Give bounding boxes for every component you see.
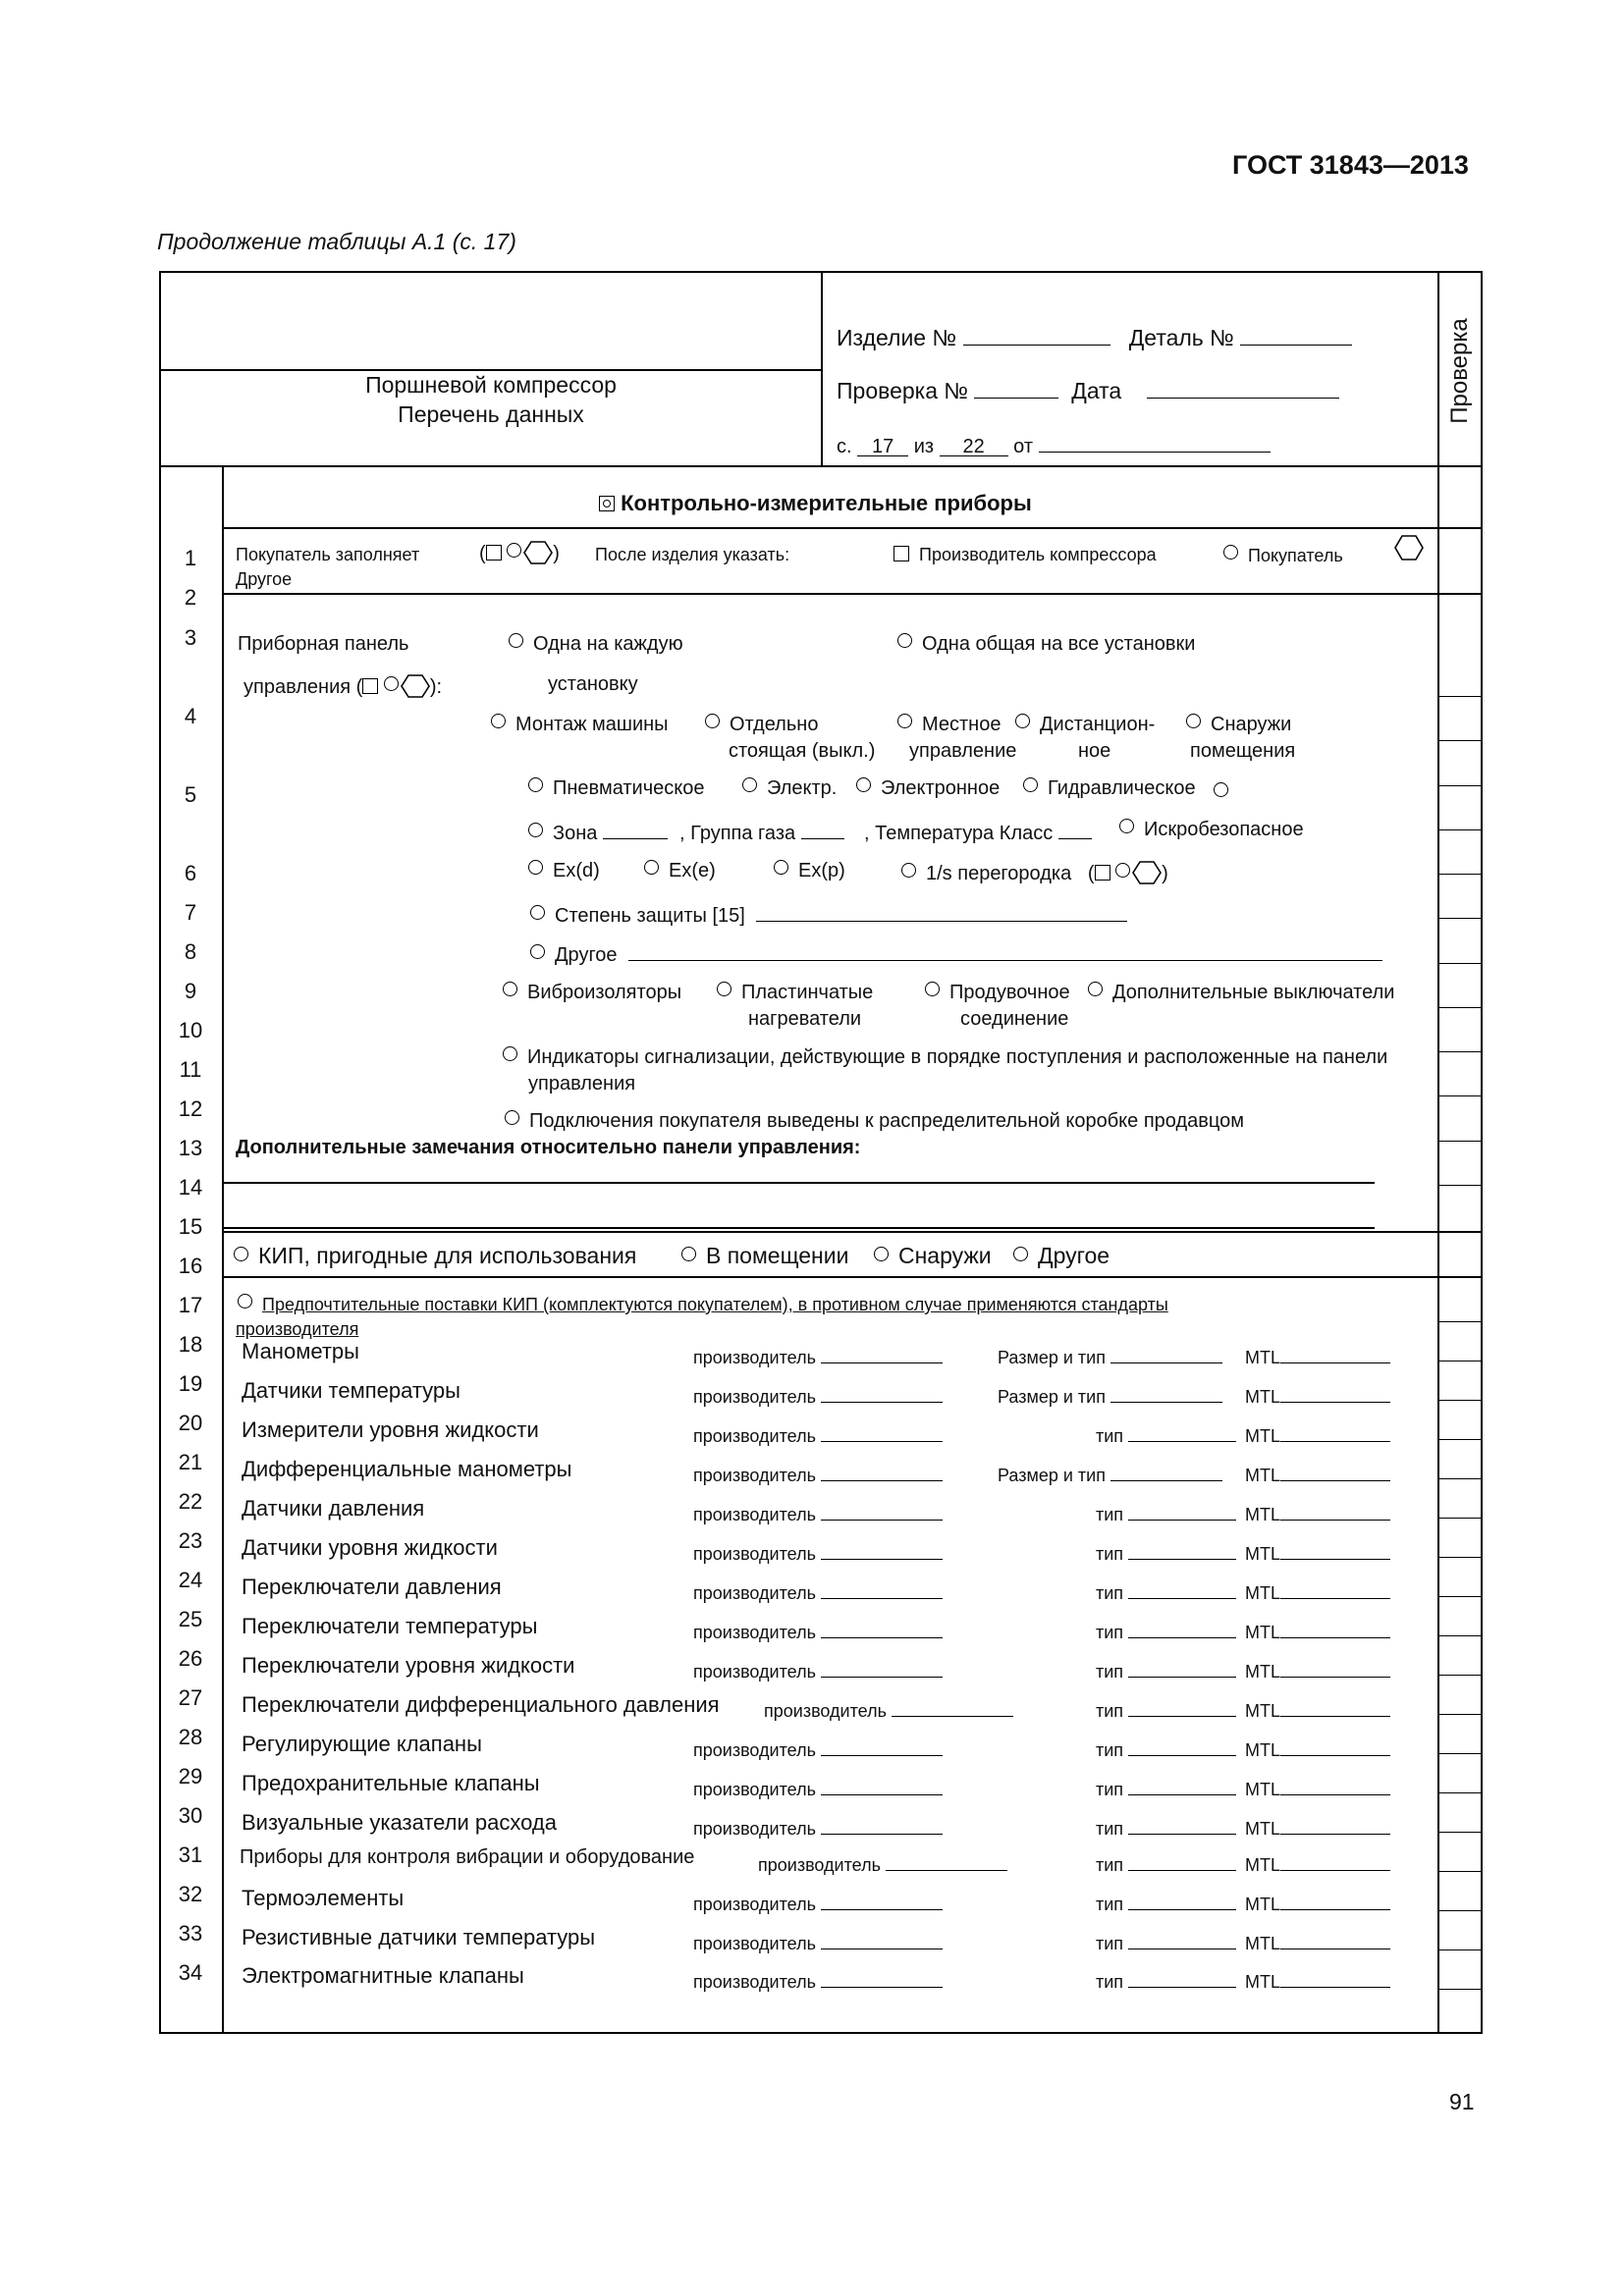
row-number: 6 — [184, 861, 197, 885]
mtl-field[interactable]: MTL — [1245, 1382, 1390, 1408]
proverka-field[interactable] — [837, 378, 1339, 404]
opt-preferred-supplies[interactable]: Предпочтительные поставки КИП (комплектуются покупателем), в противном случае применяются стандарты — [238, 1294, 1168, 1315]
type-field[interactable]: тип — [1096, 1578, 1236, 1604]
mtl-field[interactable]: MTL — [1245, 1618, 1390, 1643]
protection-field[interactable]: Степень защиты [15] — [530, 901, 1127, 928]
date-label: Дата — [1071, 378, 1122, 403]
panel-other-field[interactable]: Другое — [530, 940, 1382, 967]
radio-icon — [503, 1046, 517, 1061]
row-number: 33 — [178, 1921, 203, 1946]
manufacturer-field[interactable]: производитель — [693, 1735, 943, 1761]
radio-icon — [1015, 714, 1030, 728]
manufacturer-field[interactable]: производитель — [764, 1696, 1013, 1722]
page-total[interactable]: 22 — [940, 436, 1008, 456]
radio-icon — [491, 714, 506, 728]
after-product-label: После изделия указать: — [595, 545, 790, 564]
type-field[interactable]: тип — [1096, 1775, 1236, 1800]
type-field[interactable]: тип — [1096, 1967, 1236, 1993]
preferred-line2: производителя — [236, 1319, 359, 1339]
mtl-field[interactable]: MTL — [1245, 1500, 1390, 1525]
opt-purge[interactable]: Продувочное — [925, 982, 1070, 1004]
instrument-name: Регулирующие клапаны — [242, 1732, 482, 1756]
radio-icon — [528, 860, 543, 875]
radio-icon — [644, 860, 659, 875]
radio-icon — [1013, 1247, 1028, 1261]
row-number: 15 — [178, 1214, 203, 1239]
radio-icon — [503, 982, 517, 996]
manufacturer-field[interactable]: производитель — [693, 1890, 943, 1915]
opt-indicators[interactable]: Индикаторы сигнализации, действующие в порядке поступления и расположенные на панели — [503, 1046, 1387, 1069]
row-number: 12 — [178, 1096, 203, 1121]
row-number: 20 — [178, 1411, 203, 1435]
opt-purge-line2: соединение — [960, 1008, 1069, 1030]
opt-local-line2: управление — [909, 740, 1017, 762]
row-number: 5 — [184, 782, 197, 807]
radio-icon — [505, 1110, 519, 1125]
section-title: Контрольно-измерительные приборы — [599, 491, 1032, 516]
opt-remote[interactable]: Дистанцион- — [1015, 714, 1155, 736]
row-number: 10 — [178, 1018, 203, 1042]
type-field[interactable]: тип — [1096, 1890, 1236, 1915]
radio-icon — [681, 1247, 696, 1261]
opt-pneumatic[interactable]: Пневматическое — [528, 777, 704, 800]
row-number: 30 — [178, 1803, 203, 1828]
radio-icon — [925, 982, 940, 996]
mtl-field[interactable]: MTL — [1245, 1578, 1390, 1604]
type-field[interactable]: тип — [1096, 1850, 1236, 1876]
row-number: 24 — [178, 1568, 203, 1592]
instrument-name: Переключатели дифференциального давления — [242, 1692, 720, 1717]
radio-icon — [509, 633, 523, 648]
row-number: 23 — [178, 1528, 203, 1553]
radio-icon — [774, 860, 788, 875]
instrument-name: Переключатели уровня жидкости — [242, 1653, 575, 1678]
mtl-field[interactable]: MTL — [1245, 1657, 1390, 1682]
opt-outdoor[interactable]: Снаружи — [874, 1243, 992, 1269]
row-number: 26 — [178, 1646, 203, 1671]
radio-icon — [528, 777, 543, 792]
radio-icon — [234, 1247, 248, 1261]
instrument-name: Датчики давления — [242, 1496, 425, 1521]
row-number: 2 — [184, 585, 197, 610]
type-field[interactable]: тип — [1096, 1814, 1236, 1840]
row-number: 19 — [178, 1371, 203, 1396]
row-number: 31 — [178, 1842, 203, 1867]
radio-icon — [856, 777, 871, 792]
instrument-name: Переключатели температуры — [242, 1614, 538, 1638]
radio-icon[interactable] — [1214, 782, 1228, 797]
type-field[interactable]: тип — [1096, 1421, 1236, 1447]
radio-icon — [897, 714, 912, 728]
instrument-name: Резистивные датчики температуры — [242, 1925, 596, 1949]
radio-icon — [530, 905, 545, 920]
type-field[interactable]: тип — [1096, 1539, 1236, 1565]
opt-electronic[interactable]: Электронное — [856, 777, 1000, 800]
row-number: 4 — [184, 704, 197, 728]
type-field[interactable]: тип — [1096, 1657, 1236, 1682]
opt-intrinsic[interactable]: Искробезопасное — [1119, 819, 1304, 841]
opt-partition[interactable]: 1/s перегородка ( ) — [901, 860, 1168, 885]
checkbox-icon — [893, 546, 909, 561]
standard-number: ГОСТ 31843—2013 — [1232, 150, 1469, 180]
row-number: 7 — [184, 900, 197, 925]
hexagon-icon — [401, 673, 430, 699]
radio-icon — [1223, 545, 1238, 560]
opt-local[interactable]: Местное — [897, 714, 1001, 736]
mtl-field[interactable]: MTL — [1245, 1461, 1390, 1486]
instrument-name: Приборы для контроля вибрации и оборудование — [240, 1846, 695, 1868]
opt-exe[interactable]: Ex(e) — [644, 860, 716, 882]
mtl-field[interactable]: MTL — [1245, 1343, 1390, 1368]
row-number: 28 — [178, 1725, 203, 1749]
hexagon-icon — [523, 540, 553, 565]
radio-icon — [1186, 714, 1201, 728]
opt-exd[interactable]: Ex(d) — [528, 860, 600, 882]
manufacturer-field[interactable]: производитель — [693, 1657, 943, 1682]
manufacturer-field[interactable]: производитель — [693, 1382, 943, 1408]
mtl-field[interactable]: MTL — [1245, 1929, 1390, 1954]
row-number: 22 — [178, 1489, 203, 1514]
manufacturer-field[interactable]: производитель — [693, 1775, 943, 1800]
instrument-name: Предохранительные клапаны — [242, 1771, 540, 1795]
proverka-side-label: Проверка — [1446, 318, 1473, 424]
opt-kip-other[interactable]: Другое — [1013, 1243, 1110, 1269]
radio-icon — [528, 823, 543, 837]
remarks-line[interactable] — [224, 1182, 1375, 1184]
row-number: 25 — [178, 1607, 203, 1631]
instrument-name: Термоэлементы — [242, 1886, 405, 1910]
radio-icon — [901, 863, 916, 878]
row-number: 32 — [178, 1882, 203, 1906]
page-number: 91 — [1449, 2089, 1475, 2114]
izdelie-label: Изделие № — [837, 325, 957, 350]
mtl-field[interactable]: MTL — [1245, 1814, 1390, 1840]
type-field[interactable]: тип — [1096, 1500, 1236, 1525]
opt-machine-mount[interactable]: Монтаж машины — [491, 714, 669, 736]
opt-buyer-connections[interactable]: Подключения покупателя выведены к распределительной коробке продавцом — [505, 1110, 1244, 1133]
row-number: 11 — [179, 1057, 202, 1082]
opt-remote-line2: ное — [1078, 740, 1111, 762]
manufacturer-field[interactable]: производитель — [758, 1850, 1007, 1876]
detal-label: Деталь № — [1128, 325, 1234, 350]
gas-group-field[interactable]: , Группа газа — [679, 819, 844, 845]
opt-hydraulic[interactable]: Гидравлическое — [1023, 777, 1196, 800]
row-number: 16 — [178, 1254, 203, 1278]
manufacturer-field[interactable]: производитель — [693, 1814, 943, 1840]
opt-extra-switches[interactable]: Дополнительные выключатели — [1088, 982, 1394, 1004]
opt-kip-suitable[interactable]: КИП, пригодные для использования — [234, 1243, 636, 1269]
other-label: Другое — [236, 569, 293, 589]
radio-icon — [874, 1247, 889, 1261]
radio-icon — [1088, 982, 1103, 996]
izdelie-field[interactable] — [837, 325, 1352, 351]
panel-label: Приборная панель — [238, 633, 409, 655]
radio-icon — [705, 714, 720, 728]
mtl-field[interactable]: MTL — [1245, 1696, 1390, 1722]
mtl-field[interactable]: MTL — [1245, 1735, 1390, 1761]
instrument-name: Переключатели давления — [242, 1575, 502, 1599]
buyer-option[interactable]: Покупатель — [1223, 545, 1343, 566]
opt-exp[interactable]: Ex(p) — [774, 860, 845, 882]
opt-standalone-line2: стоящая (выкл.) — [729, 740, 876, 762]
page-ref-field: с. 17 из 22 от — [837, 432, 1271, 458]
manufacturer-field[interactable]: производитель — [693, 1967, 943, 1993]
legend-symbols: ( ) — [479, 540, 560, 565]
size-type-field[interactable]: Размер и тип — [998, 1343, 1222, 1368]
row-number: 13 — [178, 1136, 203, 1160]
opt-vibro[interactable]: Виброизоляторы — [503, 982, 681, 1004]
size-type-field[interactable]: Размер и тип — [998, 1382, 1222, 1408]
zone-field[interactable]: Зона — [528, 819, 668, 845]
opt-one-each[interactable]: Одна на каждую — [509, 633, 683, 656]
opt-plate-heaters-line2: нагреватели — [748, 1008, 862, 1030]
hexagon-icon — [1394, 534, 1424, 561]
type-field[interactable]: тип — [1096, 1696, 1236, 1722]
manufacturer-field[interactable]: производитель — [693, 1343, 943, 1368]
mtl-field[interactable]: MTL — [1245, 1967, 1390, 1993]
hexagon-icon — [1132, 860, 1162, 885]
mtl-field[interactable]: MTL — [1245, 1421, 1390, 1447]
instrument-name: Датчики температуры — [242, 1378, 460, 1403]
panel-label-2: управления ( ): — [244, 673, 442, 699]
opt-electric[interactable]: Электр. — [742, 777, 837, 800]
temp-class-field[interactable]: , Температура Класс — [864, 819, 1092, 845]
row-number: 9 — [184, 979, 197, 1003]
opt-plate-heaters[interactable]: Пластинчатые — [717, 982, 873, 1004]
row-number: 17 — [178, 1293, 203, 1317]
remarks-line[interactable] — [224, 1227, 1375, 1229]
row-number: 29 — [178, 1764, 203, 1789]
mtl-field[interactable]: MTL — [1245, 1850, 1390, 1876]
buyer-fills-label: Покупатель заполняет — [236, 545, 420, 564]
instrument-name: Визуальные указатели расхода — [242, 1810, 557, 1835]
radio-icon — [1023, 777, 1038, 792]
opt-indicators-line2: управления — [528, 1073, 636, 1095]
checked-box-icon — [599, 496, 615, 511]
row-number: 1 — [184, 546, 197, 570]
opt-one-each-line2: установку — [548, 673, 638, 695]
row-number: 18 — [178, 1332, 203, 1357]
opt-outside-line2: помещения — [1190, 740, 1296, 762]
form-subtitle: Перечень данных — [398, 401, 584, 427]
manufacturer-option[interactable]: Производитель компрессора — [893, 545, 1157, 565]
row-number: 21 — [178, 1450, 203, 1474]
instrument-name: Датчики уровня жидкости — [242, 1535, 498, 1560]
manufacturer-field[interactable]: производитель — [693, 1461, 943, 1486]
mtl-field[interactable]: MTL — [1245, 1539, 1390, 1565]
opt-one-common[interactable]: Одна общая на все установки — [897, 633, 1195, 656]
radio-icon — [1119, 819, 1134, 833]
type-field[interactable]: тип — [1096, 1618, 1236, 1643]
proverka-label: Проверка № — [837, 378, 969, 403]
manufacturer-field[interactable]: производитель — [693, 1618, 943, 1643]
page-current[interactable]: 17 — [857, 436, 908, 456]
row-number: 27 — [178, 1685, 203, 1710]
instrument-name: Измерители уровня жидкости — [242, 1417, 539, 1442]
mtl-field[interactable]: MTL — [1245, 1775, 1390, 1800]
manufacturer-field[interactable]: производитель — [693, 1421, 943, 1447]
row-number: 8 — [184, 939, 197, 964]
radio-icon — [897, 633, 912, 648]
size-type-field[interactable]: Размер и тип — [998, 1461, 1222, 1486]
radio-icon — [530, 944, 545, 959]
row-number: 14 — [178, 1175, 203, 1200]
opt-standalone[interactable]: Отдельно — [705, 714, 818, 736]
manufacturer-field[interactable]: производитель — [693, 1539, 943, 1565]
row-number: 34 — [178, 1960, 203, 1985]
radio-icon — [742, 777, 757, 792]
instrument-name: Манометры — [242, 1339, 359, 1363]
table-caption: Продолжение таблицы А.1 (с. 17) — [157, 229, 516, 254]
radio-icon — [238, 1294, 252, 1308]
opt-outside[interactable]: Снаружи — [1186, 714, 1291, 736]
instrument-name: Электромагнитные клапаны — [242, 1963, 524, 1988]
row-number: 3 — [184, 625, 197, 650]
radio-icon — [717, 982, 731, 996]
manufacturer-field[interactable]: производитель — [693, 1500, 943, 1525]
manufacturer-field[interactable]: производитель — [693, 1929, 943, 1954]
mtl-field[interactable]: MTL — [1245, 1890, 1390, 1915]
form-title: Поршневой компрессор — [365, 372, 617, 398]
manufacturer-field[interactable]: производитель — [693, 1578, 943, 1604]
instrument-name: Дифференциальные манометры — [242, 1457, 572, 1481]
type-field[interactable]: тип — [1096, 1929, 1236, 1954]
type-field[interactable]: тип — [1096, 1735, 1236, 1761]
remarks-label: Дополнительные замечания относительно панели управления: — [236, 1137, 861, 1158]
opt-indoor[interactable]: В помещении — [681, 1243, 848, 1269]
